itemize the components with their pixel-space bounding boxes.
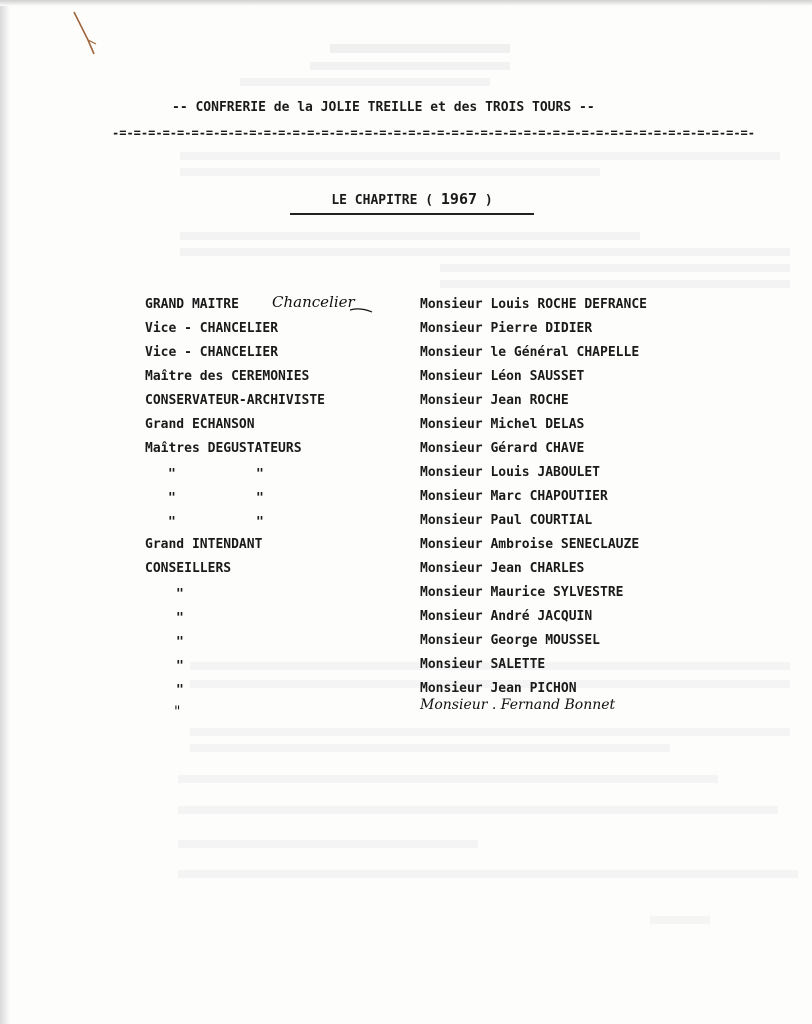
- roster-member: Monsieur André JACQUIN: [420, 609, 593, 624]
- roster-row: [0, 369, 812, 391]
- roster-row: [0, 297, 812, 319]
- roster-member: Monsieur Michel DELAS: [420, 417, 585, 432]
- roster-row: [0, 633, 812, 655]
- roster-member: Monsieur Louis ROCHE DEFRANCE: [420, 297, 647, 312]
- roster-row: [0, 441, 812, 463]
- roster-title: CONSEILLERS: [145, 561, 232, 576]
- roster-row: [0, 417, 812, 439]
- handwritten-annotation: Chancelier: [272, 293, 355, 311]
- roster-member: Monsieur Maurice SYLVESTRE: [420, 585, 624, 600]
- ditto-mark: ": [176, 659, 184, 674]
- roster-row: [0, 585, 812, 607]
- corner-tear-mark: [72, 10, 100, 56]
- roster-row: [0, 321, 812, 343]
- roster-member: Monsieur Paul COURTIAL: [420, 513, 593, 528]
- ditto-mark: ": [168, 515, 176, 530]
- roster-row: [0, 657, 812, 679]
- chapter-close: ): [484, 193, 493, 208]
- roster-member: Monsieur Léon SAUSSET: [420, 369, 585, 384]
- roster-member: Monsieur George MOUSSEL: [420, 633, 601, 648]
- roster-row: [0, 489, 812, 511]
- roster-row: [0, 513, 812, 535]
- chapter-heading: [290, 190, 534, 208]
- roster-row: [0, 393, 812, 415]
- ditto-mark: ": [168, 467, 176, 482]
- roster-title: Grand ECHANSON: [145, 417, 255, 432]
- roster-member: Monsieur Jean PICHON: [420, 681, 577, 696]
- roster-member: Monsieur SALETTE: [420, 657, 546, 672]
- scan-top-edge: [0, 0, 812, 6]
- roster-member: Monsieur Marc CHAPOUTIER: [420, 489, 608, 504]
- roster-title: Grand INTENDANT: [145, 537, 263, 552]
- confrerie-title: -- CONFRERIE de la JOLIE TREILLE et des TROIS TOURS --: [172, 100, 595, 115]
- ditto-mark: ": [168, 491, 176, 506]
- roster-member: Monsieur Pierre DIDIER: [420, 321, 593, 336]
- ditto-mark: ": [176, 683, 184, 698]
- roster-member: Monsieur Jean ROCHE: [420, 393, 569, 408]
- ditto-mark: ": [256, 467, 264, 482]
- handwritten-ditto-mark: ": [174, 704, 181, 720]
- ditto-mark: ": [256, 491, 264, 506]
- roster-row: [0, 345, 812, 367]
- roster-member: Monsieur Gérard CHAVE: [420, 441, 585, 456]
- handwritten-stroke: [350, 306, 374, 314]
- roster-title: Vice - CHANCELIER: [145, 345, 279, 360]
- roster-title: Maître des CEREMONIES: [145, 369, 310, 384]
- roster-member: Monsieur Jean CHARLES: [420, 561, 585, 576]
- roster-row: [0, 537, 812, 559]
- roster-title: Vice - CHANCELIER: [145, 321, 279, 336]
- scan-left-edge: [0, 0, 10, 1024]
- roster-row: [0, 561, 812, 583]
- roster-title: Maîtres DEGUSTATEURS: [145, 441, 302, 456]
- roster-title: CONSERVATEUR-ARCHIVISTE: [145, 393, 326, 408]
- roster-row: [0, 465, 812, 487]
- roster-member: Monsieur Ambroise SENECLAUZE: [420, 537, 640, 552]
- ditto-mark: ": [256, 515, 264, 530]
- chapter-label: LE CHAPITRE (: [331, 193, 434, 208]
- chapter-year: 1967: [440, 190, 478, 208]
- handwritten-member-name: Monsieur . Fernand Bonnet: [420, 697, 616, 713]
- ditto-mark: ": [176, 611, 184, 626]
- ditto-mark: ": [176, 635, 184, 650]
- ditto-mark: ": [176, 587, 184, 602]
- roster-title: GRAND MAITRE: [145, 297, 239, 312]
- chapter-underline: [290, 213, 534, 215]
- roster-row: [0, 681, 812, 703]
- title-separator: -=-=-=-=-=-=-=-=-=-=-=-=-=-=-=-=-=-=-=-=-=-=-=-=-=-=-=-=-=-=-=-=-=-=-=-=-=-=-=-=-=-=-=-=-: [112, 126, 755, 140]
- roster-member: Monsieur Louis JABOULET: [420, 465, 601, 480]
- roster-row: [0, 609, 812, 631]
- roster-member: Monsieur le Général CHAPELLE: [420, 345, 640, 360]
